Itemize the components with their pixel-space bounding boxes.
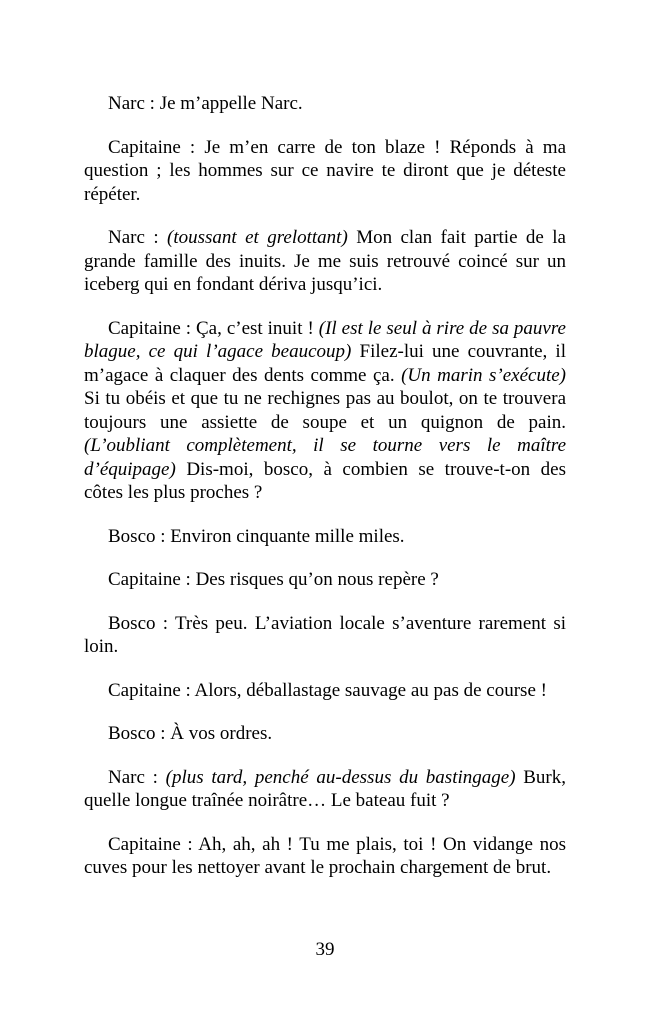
paragraph: Narc : Je m’appelle Narc. (108, 93, 303, 114)
paragraph: Capitaine : Alors, déballastage sauvage au pas de course ! (108, 679, 547, 701)
paragraph: Capitaine : Je m’en carre de ton blaze ! Réponds à ma question ; les hommes sur ce navire te diront que je déteste répéter. (84, 136, 566, 205)
paragraph: Narc : (toussant et grelottant) Mon clan fait partie de la grande famille des inuits. Je me suis retrouvé coincé sur un iceberg qui en fondant dériva jusqu’ici. (84, 227, 566, 295)
page-number: 39 (315, 939, 335, 960)
paragraph: Bosco : À vos ordres. (108, 723, 273, 744)
paragraph: Capitaine : Des risques qu’on nous repère ? (108, 569, 439, 590)
paragraph: Narc : (plus tard, penché au-dessus du bastingage) Burk, quelle longue traînée noirâtre… Le bateau fuit ? (84, 766, 566, 811)
paragraph: Bosco : Très peu. L’aviation locale s’aventure rarement si loin. (84, 612, 566, 657)
paragraph: Bosco : Environ cinquante mille miles. (108, 525, 405, 547)
paragraph: Capitaine : Ah, ah, ah ! Tu me plais, toi ! On vidange nos cuves pour les nettoyer avant le prochain chargement de brut. (84, 833, 566, 878)
paragraph: Capitaine : Ça, c’est inuit ! (Il est le seul à rire de sa pauvre blague, ce qui l’agace beaucoup) Filez-lui une couvrante, il m’agace à claquer des dents comme ça. (Un marin s’exécute) Si tu obéis et que tu ne rechignes pas au boulot, on te trouvera toujours une assiette de soupe et un quignon de pain. (L’oubliant complètement, il se tourne vers le maître d’équipage) Dis-moi, bosco, à combien se trouve-t-on des côtes les plus proches ? (84, 317, 566, 503)
page-body (84, 92, 566, 900)
